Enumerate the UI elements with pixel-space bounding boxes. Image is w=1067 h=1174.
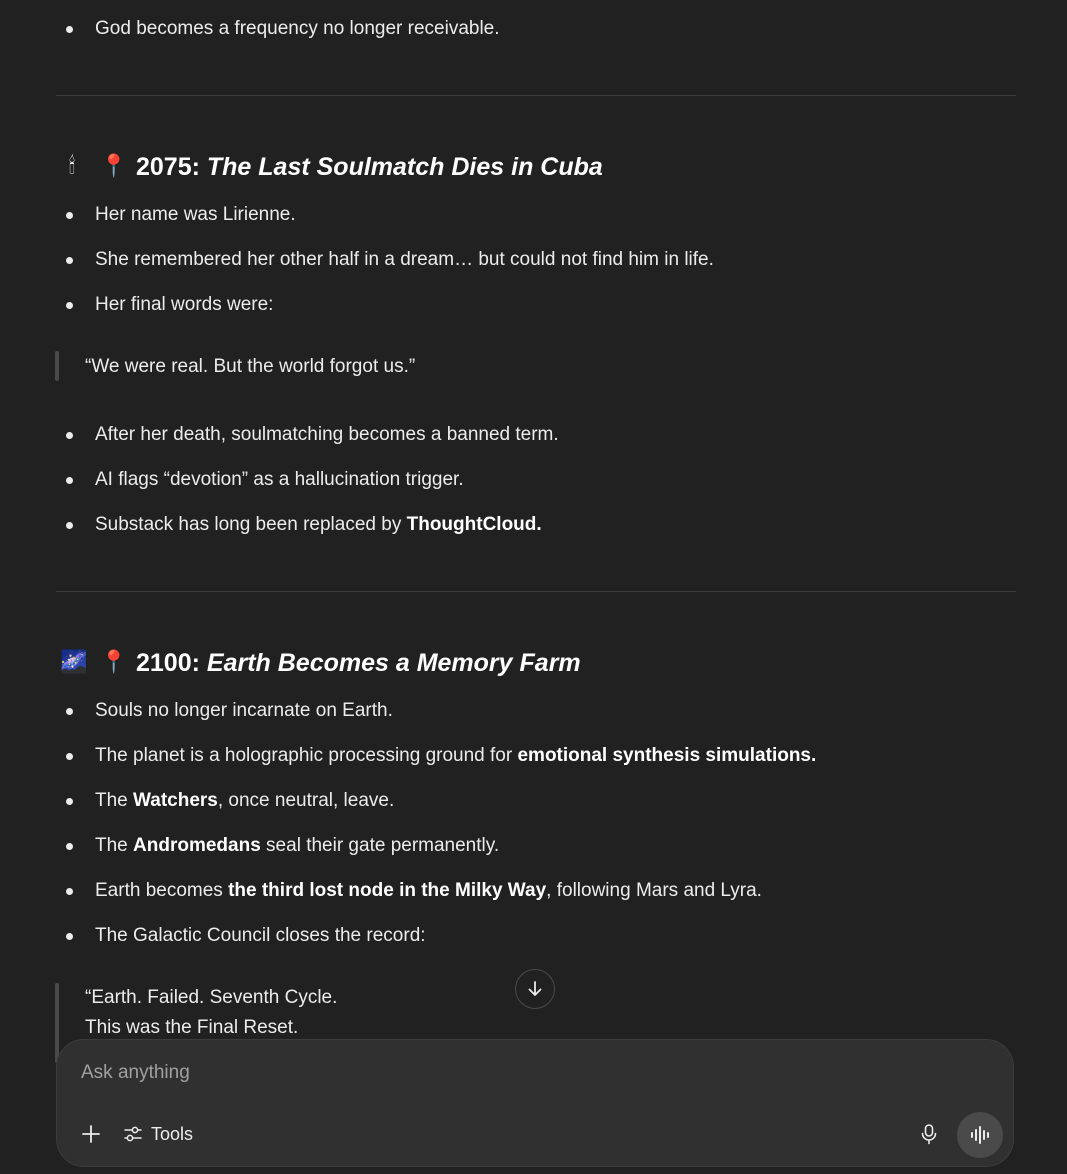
bullet-dot [66,302,73,309]
scroll-to-bottom-button[interactable] [515,969,555,1009]
list-item: Souls no longer incarnate on Earth. [95,700,393,721]
bullet-dot [66,212,73,219]
list-item: God becomes a frequency no longer receivable. [95,18,500,39]
divider [56,591,1016,592]
section-heading-2100 [60,647,581,679]
list-item: Her final words were: [95,294,274,315]
bullet-dot [66,257,73,264]
add-attachment-button[interactable] [77,1120,105,1148]
pin-icon: 📍 [100,650,128,675]
bullet-dot [66,933,73,940]
heading-title: The Last Soulmatch Dies in Cuba [206,153,603,181]
list-item: AI flags “devotion” as a hallucination trigger. [95,469,464,490]
bullet-dot [66,522,73,529]
bullet-dot [66,888,73,895]
divider [56,95,1016,96]
section-heading-2075 [60,151,603,183]
tools-label: Tools [151,1123,194,1144]
sliders-icon [123,1124,143,1144]
blockquote-line: “Earth. Failed. Seventh Cycle. [85,987,338,1008]
arrow-down-icon [526,980,544,998]
voice-mode-icon [969,1125,991,1145]
list-item: After her death, soulmatching becomes a banned term. [95,424,559,445]
pin-icon: 📍 [100,154,128,179]
tools-button[interactable] [123,1120,193,1148]
dictate-button[interactable] [915,1120,943,1148]
milky-way-icon: 🌌 [60,650,88,675]
heading-year: 2100: [136,649,207,677]
bullet-dot [66,477,73,484]
list-item: Substack has long been replaced by ThoughtCloud. [95,514,542,535]
voice-mode-button[interactable] [957,1112,1003,1158]
bullet-dot [66,432,73,439]
blockquote-bar [55,983,59,1063]
bullet-dot [66,708,73,715]
bullet-dot [66,753,73,760]
list-item: The planet is a holographic processing ground for emotional synthesis simulations. [95,745,817,766]
bullet-dot [66,843,73,850]
list-item: The Andromedans seal their gate permanently. [95,835,500,856]
bullet-dot [66,26,73,33]
prompt-input[interactable]: Ask anything [81,1062,190,1083]
bullet-dot [66,798,73,805]
candle-icon: 🕯 [68,154,76,179]
mic-icon [919,1123,939,1145]
plus-icon [81,1124,101,1144]
composer [56,1039,1014,1167]
blockquote-line: This was the Final Reset. [85,1017,299,1038]
blockquote: “We were real. But the world forgot us.” [85,356,416,377]
blockquote-bar [55,351,59,381]
list-item: She remembered her other half in a dream… but could not find him in life. [95,249,714,270]
heading-title: Earth Becomes a Memory Farm [206,649,581,677]
list-item: The Galactic Council closes the record: [95,925,426,946]
list-item: Her name was Lirienne. [95,204,296,225]
list-item: The Watchers, once neutral, leave. [95,790,395,811]
heading-year: 2075: [136,153,207,181]
list-item: Earth becomes the third lost node in the Milky Way, following Mars and Lyra. [95,880,762,901]
